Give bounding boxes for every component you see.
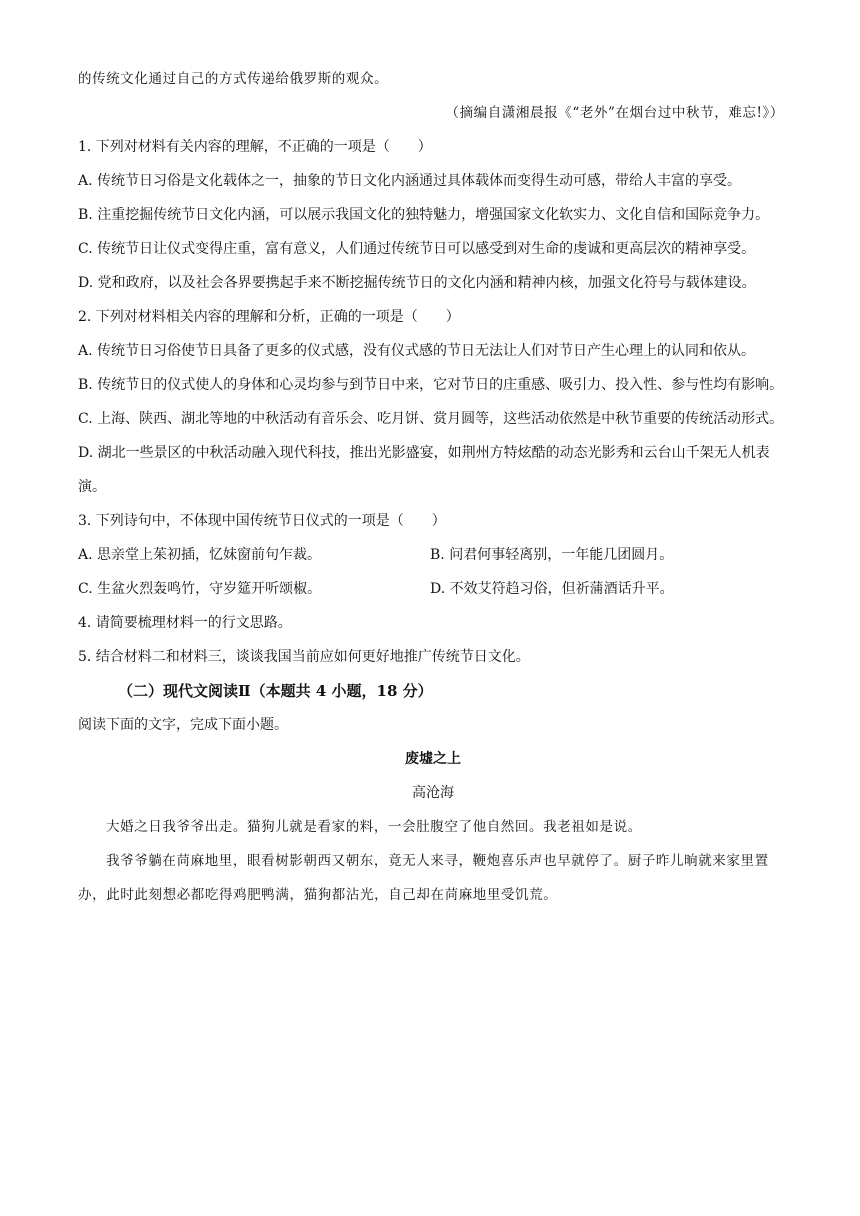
option-b: B. 注重挖掘传统节日文化内涵，可以展示我国文化的独特魅力，增强国家文化软实力、文化自信和国际竞争力。 — [78, 207, 770, 223]
story-author: 高沧海 — [412, 785, 454, 801]
option-a: A. 传统节日习俗是文化载体之一，抽象的节日文化内涵通过具体载体而变得生动可感，带给人丰富的享受。 — [78, 173, 742, 189]
section-heading: （二）现代文阅读Ⅱ（本题共 4 小题，18 分） — [118, 682, 433, 700]
question-1 — [78, 130, 788, 300]
option-d: D. 党和政府，以及社会各界要携起手来不断挖掘传统节日的文化内涵和精神内核，加强文化符号与载体建设。 — [78, 275, 756, 291]
question-2 — [78, 300, 788, 504]
option-c: C. 传统节日让仪式变得庄重，富有意义，人们通过传统节日可以感受到对生命的虔诚和更高层次的精神享受。 — [78, 241, 756, 257]
option-a: A. 传统节日习俗使节日具备了更多的仪式感，没有仪式感的节日无法让人们对节日产生心理上的认同和依从。 — [78, 343, 756, 359]
reading-instruction: 阅读下面的文字，完成下面小题。 — [78, 717, 288, 733]
option-d: D. 不效艾符趋习俗，但祈蒲酒话升平。 — [430, 581, 674, 597]
question-stem: 3. 下列诗句中，不体现中国传统节日仪式的一项是（ ） — [78, 513, 446, 529]
document-page — [78, 62, 788, 912]
question-4: 4. 请简要梳理材料一的行文思路。 — [78, 615, 292, 631]
story-paragraph: 大婚之日我爷爷出走。猫狗儿就是看家的料，一会肚腹空了他自然回。我老祖如是说。 — [106, 819, 642, 835]
options-row-1 — [78, 538, 788, 572]
options-row-2 — [78, 572, 788, 606]
question-stem: 2. 下列对材料相关内容的理解和分析，正确的一项是（ ） — [78, 309, 460, 325]
passage-closing-line: 的传统文化通过自己的方式传递给俄罗斯的观众。 — [78, 71, 389, 87]
question-stem: 1. 下列对材料有关内容的理解，不正确的一项是（ ） — [78, 139, 432, 155]
option-b: B. 问君何事轻离别，一年能几团圆月。 — [430, 547, 674, 563]
option-c: C. 上海、陕西、湖北等地的中秋活动有音乐会、吃月饼、赏月圆等，这些活动依然是中秋节重要的传统活动形式。 — [78, 411, 784, 427]
source-citation: （摘编自潇湘晨报《“老外”在烟台过中秋节，难忘!》） — [445, 105, 784, 121]
option-c: C. 生盆火烈轰鸣竹，守岁筵开听颂椒。 — [78, 581, 322, 597]
story-title: 废墟之上 — [405, 751, 461, 767]
option-a: A. 思亲堂上茱初插，忆妹窗前句乍裁。 — [78, 547, 322, 563]
story-paragraph: 我爷爷躺在苘麻地里，眼看树影朝西又朝东，竟无人来寻，鞭炮喜乐声也早就停了。厨子昨儿晌就来家里置办，此时此刻想必都吃得鸡肥鸭满，猫狗都沾光，自己却在苘麻地里受饥荒。 — [78, 853, 769, 903]
option-b: B. 传统节日的仪式使人的身体和心灵均参与到节日中来，它对节日的庄重感、吸引力、投入性、参与性均有影响。 — [78, 377, 784, 393]
option-d: D. 湖北一些景区的中秋活动融入现代科技，推出光影盛宴，如荆州方特炫酷的动态光影秀和云台山千架无人机表演。 — [78, 445, 770, 495]
question-3 — [78, 504, 788, 606]
question-5: 5. 结合材料二和材料三，谈谈我国当前应如何更好地推广传统节日文化。 — [78, 649, 530, 665]
